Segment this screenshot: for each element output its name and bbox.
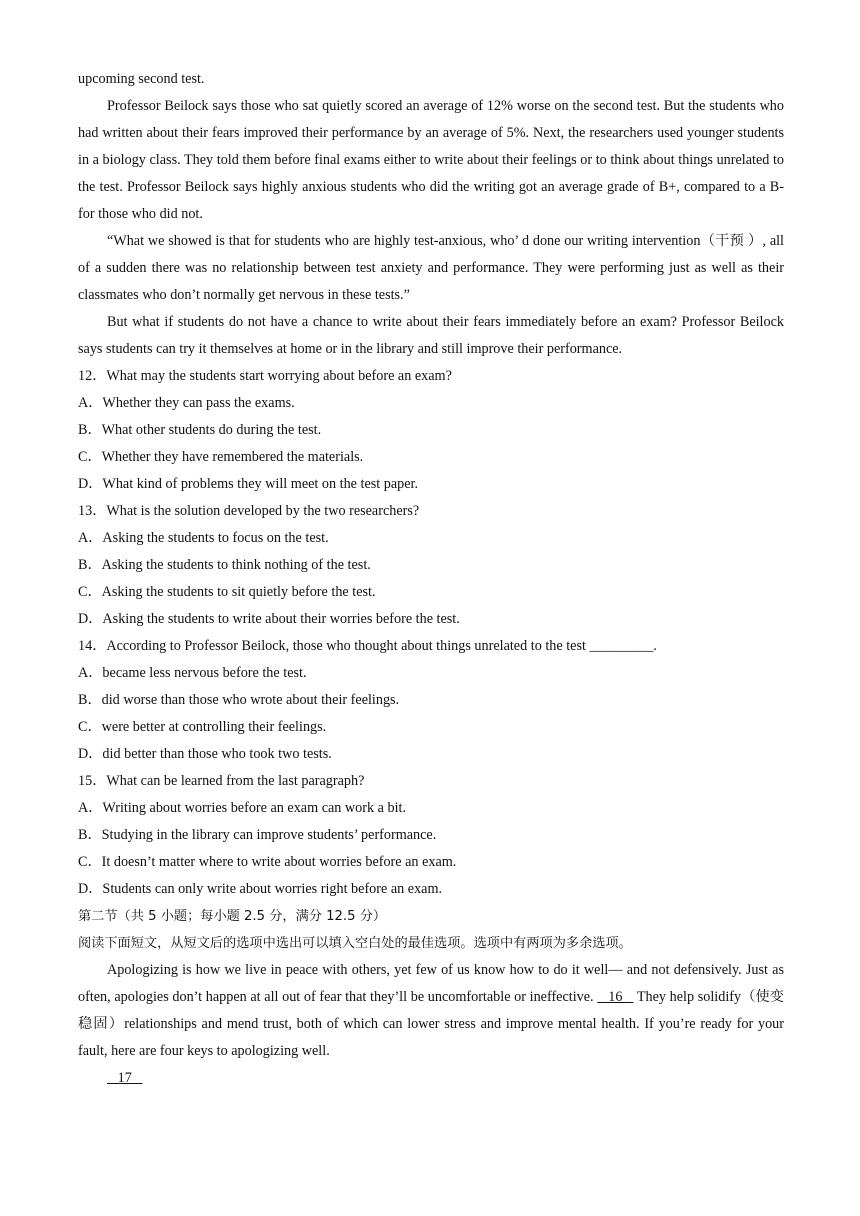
section-instruction: 阅读下面短文，从短文后的选项中选出可以填入空白处的最佳选项。选项中有两项为多余选项。 xyxy=(78,936,632,951)
question-stem: 14．According to Professor Beilock, those who thought about things unrelated to the test _________. xyxy=(78,638,657,654)
option-c: C．Asking the students to sit quietly before the test. xyxy=(78,584,376,600)
section-heading: 第二节（共 5 小题；每小题 2.5 分，满分 12.5 分） xyxy=(78,909,387,924)
document-page xyxy=(78,66,784,1092)
passage-paragraph-conclusion: But what if students do not have a chance to write about their fears immediately before an exam? Professor Beilock says students can try it themselves at home or in the library and still improve their performance. xyxy=(78,314,784,357)
option-b: B．did worse than those who wrote about their feelings. xyxy=(78,692,400,708)
question-stem: 15．What can be learned from the last paragraph? xyxy=(78,773,365,789)
option-a: A．Asking the students to focus on the test. xyxy=(78,530,329,546)
blank-17: 17 xyxy=(107,1070,143,1086)
option-d: D．What kind of problems they will meet on the test paper. xyxy=(78,476,419,492)
question-14 xyxy=(78,633,784,768)
cloze-text-b: They help solidify（使变稳固）relationships and mend trust, both of which can lower stress and improve mental health. If you’re ready for your fault, here are four keys to apologizing well. xyxy=(78,989,784,1059)
blank-17-line xyxy=(78,1065,784,1092)
question-13 xyxy=(78,498,784,633)
option-b: B．Studying in the library can improve students’ performance. xyxy=(78,827,437,843)
question-15 xyxy=(78,768,784,903)
passage-line-continuation: upcoming second test. xyxy=(78,71,205,87)
passage-paragraph-results: Professor Beilock says those who sat quietly scored an average of 12% worse on the second test. But the students who had written about their fears improved their performance by an average of 5%. Next, the researchers used younger students in a biology class. They told them before final exams either to write about their feelings or to think about things unrelated to the test. Professor Beilock says highly anxious students who did the writing got an average grade of B+, compared to a B-for those who did not. xyxy=(78,98,784,222)
option-c: C．Whether they have remembered the materials. xyxy=(78,449,364,465)
question-stem: 12．What may the students start worrying about before an exam? xyxy=(78,368,452,384)
cloze-text-a: Apologizing is how we live in peace with others, yet few of us know how to do it well— and not defensively. Just as often, apologies don’t happen at all out of fear that they’ll be uncomfortable or ineffective. xyxy=(78,962,784,1005)
option-d: D．did better than those who took two tests. xyxy=(78,746,332,762)
blank-16: 16 xyxy=(597,989,634,1005)
option-d: D．Students can only write about worries right before an exam. xyxy=(78,881,443,897)
passage-paragraph-quote: “What we showed is that for students who are highly test-anxious, who’ d done our writing intervention（干预 ）, all of a sudden there was no relationship between test anxiety and performance. They were performing just as well as their classmates who don’t normally get nervous in these tests.” xyxy=(78,233,784,303)
option-a: A．Writing about worries before an exam can work a bit. xyxy=(78,800,406,816)
option-a: A．became less nervous before the test. xyxy=(78,665,307,681)
option-d: D．Asking the students to write about their worries before the test. xyxy=(78,611,460,627)
question-12 xyxy=(78,363,784,498)
option-c: C．It doesn’t matter where to write about worries before an exam. xyxy=(78,854,457,870)
option-b: B．Asking the students to think nothing of the test. xyxy=(78,557,371,573)
option-b: B．What other students do during the test. xyxy=(78,422,322,438)
cloze-paragraph xyxy=(78,957,784,1065)
option-c: C．were better at controlling their feelings. xyxy=(78,719,327,735)
option-a: A．Whether they can pass the exams. xyxy=(78,395,295,411)
question-stem: 13．What is the solution developed by the two researchers? xyxy=(78,503,420,519)
